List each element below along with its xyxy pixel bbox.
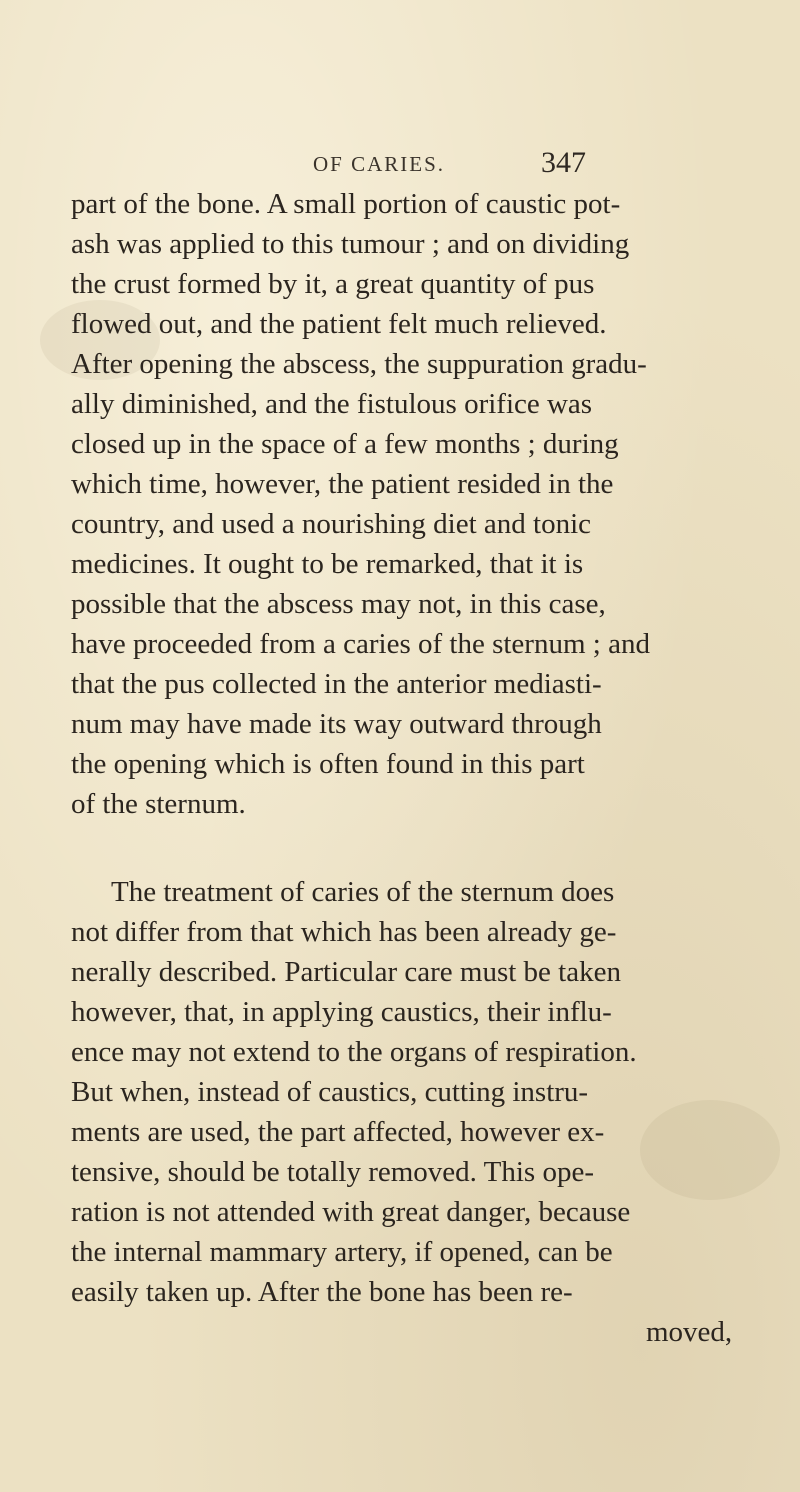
text-line: flowed out, and the patient felt much relieved. [71,308,607,340]
text-line: possible that the abscess may not, in this case, [71,588,606,620]
running-head [0,146,800,186]
text-line: nerally described. Particular care must be taken [71,956,621,988]
text-line: however, that, in applying caustics, their influ- [71,996,612,1028]
running-title: OF CARIES. [313,152,446,176]
text-line: After opening the abscess, the suppuration gradu- [71,348,647,380]
text-line: ence may not extend to the organs of respiration. [71,1036,637,1068]
text-line: moved, [646,1316,733,1348]
text-line: easily taken up. After the bone has been re- [71,1276,573,1308]
text-line: which time, however, the patient resided in the [71,468,614,500]
text-line: num may have made its way outward through [71,708,602,740]
text-line: tensive, should be totally removed. This ope- [71,1156,594,1188]
text-line: have proceeded from a caries of the sternum ; and [71,628,650,660]
text-line: But when, instead of caustics, cutting instru- [71,1076,589,1108]
page-number: 347 [541,146,586,179]
text-line: part of the bone. A small portion of caustic pot- [71,188,621,220]
text-line: ments are used, the part affected, however ex- [71,1116,605,1148]
text-line: not differ from that which has been already ge- [71,916,617,948]
paper-stain [640,1100,780,1200]
text-line: country, and used a nourishing diet and tonic [71,508,592,540]
text-line: that the pus collected in the anterior mediasti- [71,668,602,700]
text-line: medicines. It ought to be remarked, that it is [71,548,584,580]
text-line: the internal mammary artery, if opened, can be [71,1236,613,1268]
text-line: the opening which is often found in this part [71,748,585,780]
text-line: ally diminished, and the fistulous orifice was [71,388,593,420]
text-line: closed up in the space of a few months ; during [71,428,619,460]
text-line: ash was applied to this tumour ; and on dividing [71,228,630,260]
text-line: ration is not attended with great danger, because [71,1196,631,1228]
text-line: The treatment of caries of the sternum does [111,876,615,908]
text-line: of the sternum. [71,788,246,820]
text-line: the crust formed by it, a great quantity of pus [71,268,595,300]
